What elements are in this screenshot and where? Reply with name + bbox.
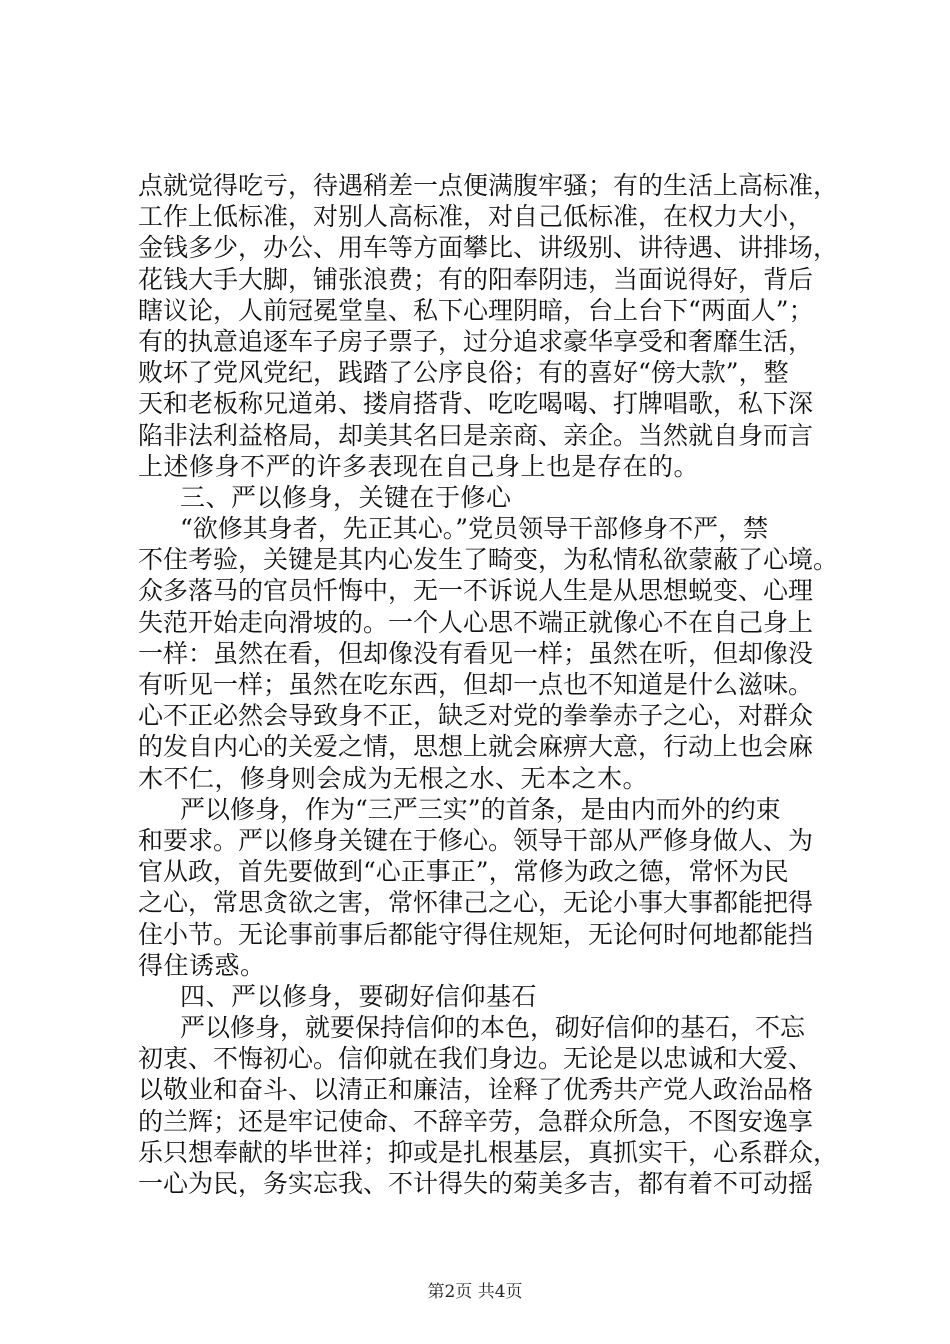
text-line: “欲修其身者，先正其心。”党员领导干部修身不严，禁 (180, 514, 769, 544)
text-line: 有听见一样；虽然在吃东西，但却一点也不知道是什么滋味。 (138, 670, 814, 699)
text-line: 住小节。无论事前事后都能守得住规矩，无论何时何地都能挡 (138, 919, 814, 949)
text-line: 上述修身不严的许多表现在自己身上也是存在的。 (138, 451, 700, 481)
text-line: 四、严以修身，要砌好信仰基石 (180, 981, 538, 1011)
text-line: 心不正必然会导致身不正，缺乏对党的拳拳赤子之心，对群众 (138, 701, 814, 731)
text-line: 严以修身，就要保持信仰的本色，砌好信仰的基石，不忘 (180, 1013, 806, 1043)
text-line: 败坏了党风党纪，践踏了公序良俗；有的喜好“傍大款”，整 (138, 358, 789, 388)
text-line: 的兰辉；还是牢记使命、不辞辛劳，急群众所急，不图安逸享 (138, 1106, 814, 1136)
document-body (138, 170, 838, 1199)
text-line: 和要求。严以修身关键在于修心。领导干部从严修身做人、为 (138, 825, 814, 855)
text-line: 三、严以修身，关键在于修心 (180, 482, 512, 512)
text-line: 不住考验，关键是其内心发生了畸变，为私情私欲蒙蔽了心境。 (138, 545, 838, 575)
text-line: 木不仁，修身则会成为无根之水、无本之木。 (138, 763, 649, 793)
text-line: 众多落马的官员忏悔中，无一不诉说人生是从思想蜕变、心理 (138, 576, 814, 606)
text-line: 乐只想奉献的毕世祥；抑或是扎根基层，真抓实干，心系群众， (138, 1137, 838, 1167)
text-line: 官从政，首先要做到“心正事正”，常修为政之德，常怀为民 (138, 857, 789, 887)
text-line: 严以修身，作为“三严三实”的首条，是由内而外的约束 (180, 794, 781, 824)
text-line: 花钱大手大脚，铺张浪费；有的阳奉阴违，当面说得好，背后 (138, 264, 814, 294)
text-line: 金钱多少，办公、用车等方面攀比、讲级别、讲待遇、讲排场， (138, 233, 838, 263)
text-line: 有的执意追逐车子房子票子，过分追求豪华享受和奢靡生活， (138, 326, 814, 356)
text-line: 一样：虽然在看，但却像没有看见一样；虽然在听，但却像没 (138, 638, 814, 668)
text-line: 得住诱惑。 (138, 950, 266, 980)
text-line: 之心，常思贪欲之害，常怀律己之心，无论小事大事都能把得 (138, 888, 814, 918)
text-line: 天和老板称兄道弟、搂肩搭背、吃吃喝喝、打牌唱歌，私下深 (138, 389, 814, 419)
text-line: 的发自内心的关爱之情，思想上就会麻痹大意，行动上也会麻 (138, 732, 814, 762)
text-line: 瞎议论，人前冠冕堂皇、私下心理阴暗，台上台下“两面人”； (138, 295, 814, 325)
text-line: 陷非法利益格局，却美其名曰是亲商、亲企。当然就自身而言 (138, 420, 814, 450)
page-footer: 第2页 共4页 (427, 1282, 523, 1302)
text-line: 一心为民，务实忘我、不计得失的菊美多吉，都有着不可动摇 (138, 1169, 814, 1198)
text-line: 点就觉得吃亏，待遇稍差一点便满腹牢骚；有的生活上高标准， (138, 171, 838, 200)
text-line: 工作上低标准，对别人高标准，对自己低标准，在权力大小， (138, 202, 814, 232)
text-line: 失范开始走向滑坡的。一个人心思不端正就像心不在自己身上 (138, 607, 814, 637)
text-line: 初衷、不悔初心。信仰就在我们身边。无论是以忠诚和大爱、 (138, 1044, 814, 1074)
text-line: 以敬业和奋斗、以清正和廉洁，诠释了优秀共产党人政治品格 (138, 1075, 814, 1105)
